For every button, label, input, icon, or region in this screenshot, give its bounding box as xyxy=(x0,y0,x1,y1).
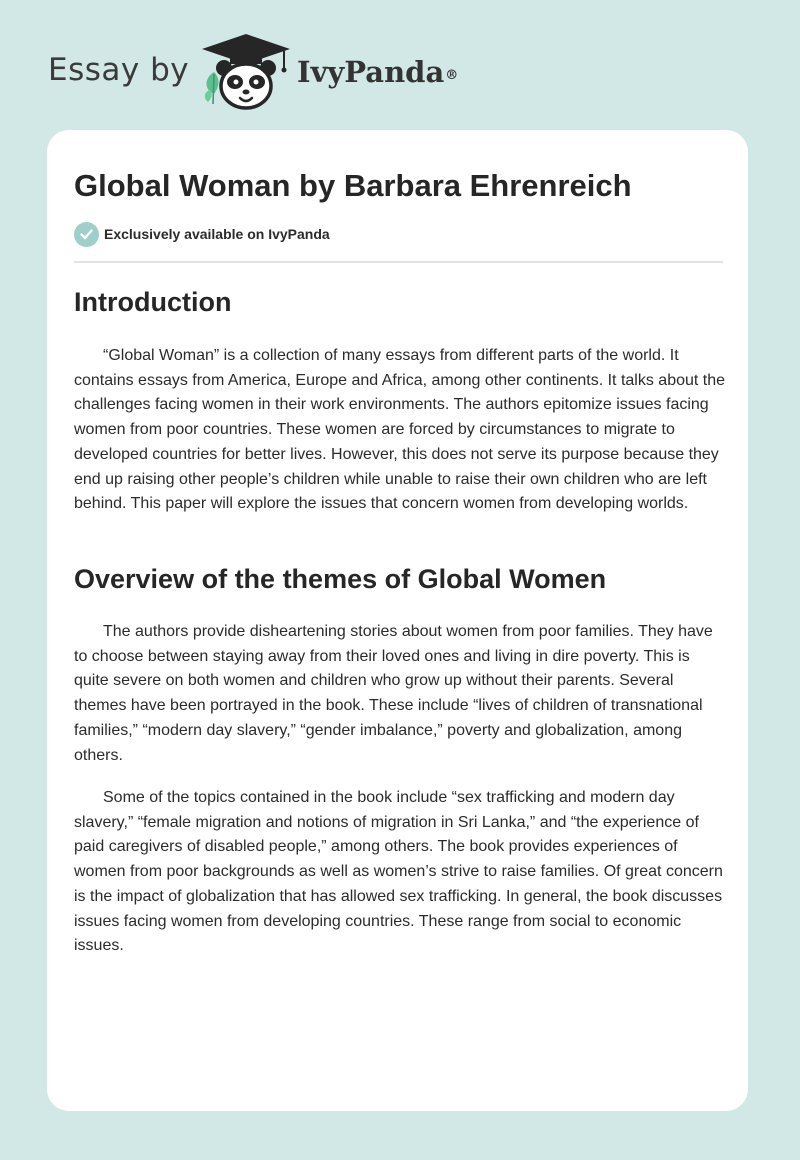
essay-card xyxy=(47,130,748,1111)
leaf-icon xyxy=(205,72,219,104)
registered-mark: ® xyxy=(445,68,459,83)
paragraph: The authors provide disheartening stories about women from poor families. They have to choose between staying away from their loved ones and living in dire poverty. This is quite severe on both women and children who grow up without their parents. Several themes have been portrayed in the book. These include “lives of children of transnational families,” “modern day slavery,” “gender imbalance,” poverty and globalization, among others. xyxy=(74,623,713,764)
site-header xyxy=(0,0,800,120)
panda-graduate-icon[interactable] xyxy=(200,32,292,112)
badge-label: Exclusively available on IvyPanda xyxy=(104,226,330,242)
section-heading-overview: Overview of the themes of Global Women xyxy=(74,564,607,594)
essay-by-label: Essay by xyxy=(48,52,190,88)
paragraph: Some of the topics contained in the book include “sex trafficking and modern day slavery,” “female migration and notions of migration in Sri Lanka,” and “the experience of paid caregivers of disabled people,” among others. The book provides experiences of women from poor backgrounds as well as women’s strive to raise families. Of great concern is the impact of globalization that has allowed sex trafficking. In general, the book discusses issues facing women from developing countries. These range from social to economic issues. xyxy=(74,789,723,955)
check-icon xyxy=(74,222,99,247)
paragraph: “Global Woman” is a collection of many essays from different parts of the world. It contains essays from America, Europe and Africa, among other continents. It talks about the challenges facing women in their work environments. The authors epitomize issues facing women from poor countries. These women are forced by circumstances to migrate to developed countries for better lives. However, this does not serve its purpose because they end up raising other people’s children while unable to raise their own children who are left behind. This paper will explore the issues that concern women from developing worlds. xyxy=(74,347,726,513)
page-title: Global Woman by Barbara Ehrenreich xyxy=(74,168,632,203)
brand-text: IvyPanda xyxy=(297,55,445,89)
brand-name[interactable] xyxy=(297,52,458,92)
divider xyxy=(74,261,723,263)
exclusive-badge xyxy=(74,221,330,247)
section-heading-introduction: Introduction xyxy=(74,287,232,317)
